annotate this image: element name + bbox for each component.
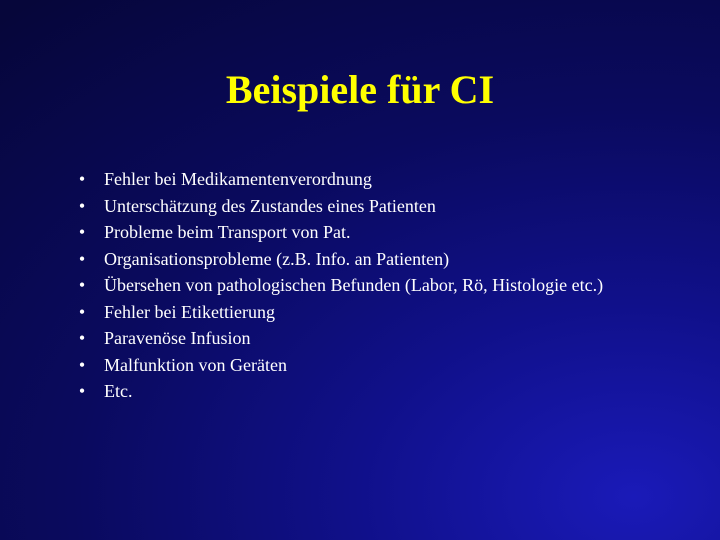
bullet-text: Probleme beim Transport von Pat. (104, 222, 351, 242)
bullet-point-icon: • (78, 248, 86, 269)
slide-title: Beispiele für CI (225, 67, 495, 112)
bullet-text: Organisationsprobleme (z.B. Info. an Patienten) (104, 248, 450, 269)
bullet-item (70, 299, 650, 326)
bullet-point-icon: • (78, 301, 86, 322)
bullet-point-icon: • (78, 354, 86, 375)
bullet-text: Übersehen von pathologischen Befunden (Labor, Rö, Histologie etc.) (104, 275, 604, 295)
bullet-item (70, 193, 650, 220)
bullet-item (70, 246, 650, 273)
bullet-point-icon: • (78, 222, 86, 242)
bullet-point-icon: • (78, 195, 86, 216)
bullet-item (70, 325, 650, 352)
bullet-item (70, 352, 650, 379)
bullet-point-icon: • (78, 328, 86, 348)
bullet-text: Etc. (104, 381, 133, 401)
bullet-point-icon: • (78, 275, 86, 295)
bullet-item (70, 378, 650, 405)
bullet-text: Malfunktion von Geräten (104, 354, 287, 375)
bullet-list (70, 166, 650, 405)
bullet-text: Fehler bei Etikettierung (104, 301, 275, 322)
bullet-text: Fehler bei Medikamentenverordnung (104, 169, 372, 189)
bullet-item (70, 272, 650, 299)
bullet-text: Paravenöse Infusion (104, 328, 251, 348)
bullet-point-icon: • (78, 169, 86, 189)
bullet-point-icon: • (78, 381, 86, 401)
bullet-text: Unterschätzung des Zustandes eines Patienten (104, 195, 436, 216)
bullet-item (70, 166, 650, 193)
bullet-item (70, 219, 650, 246)
